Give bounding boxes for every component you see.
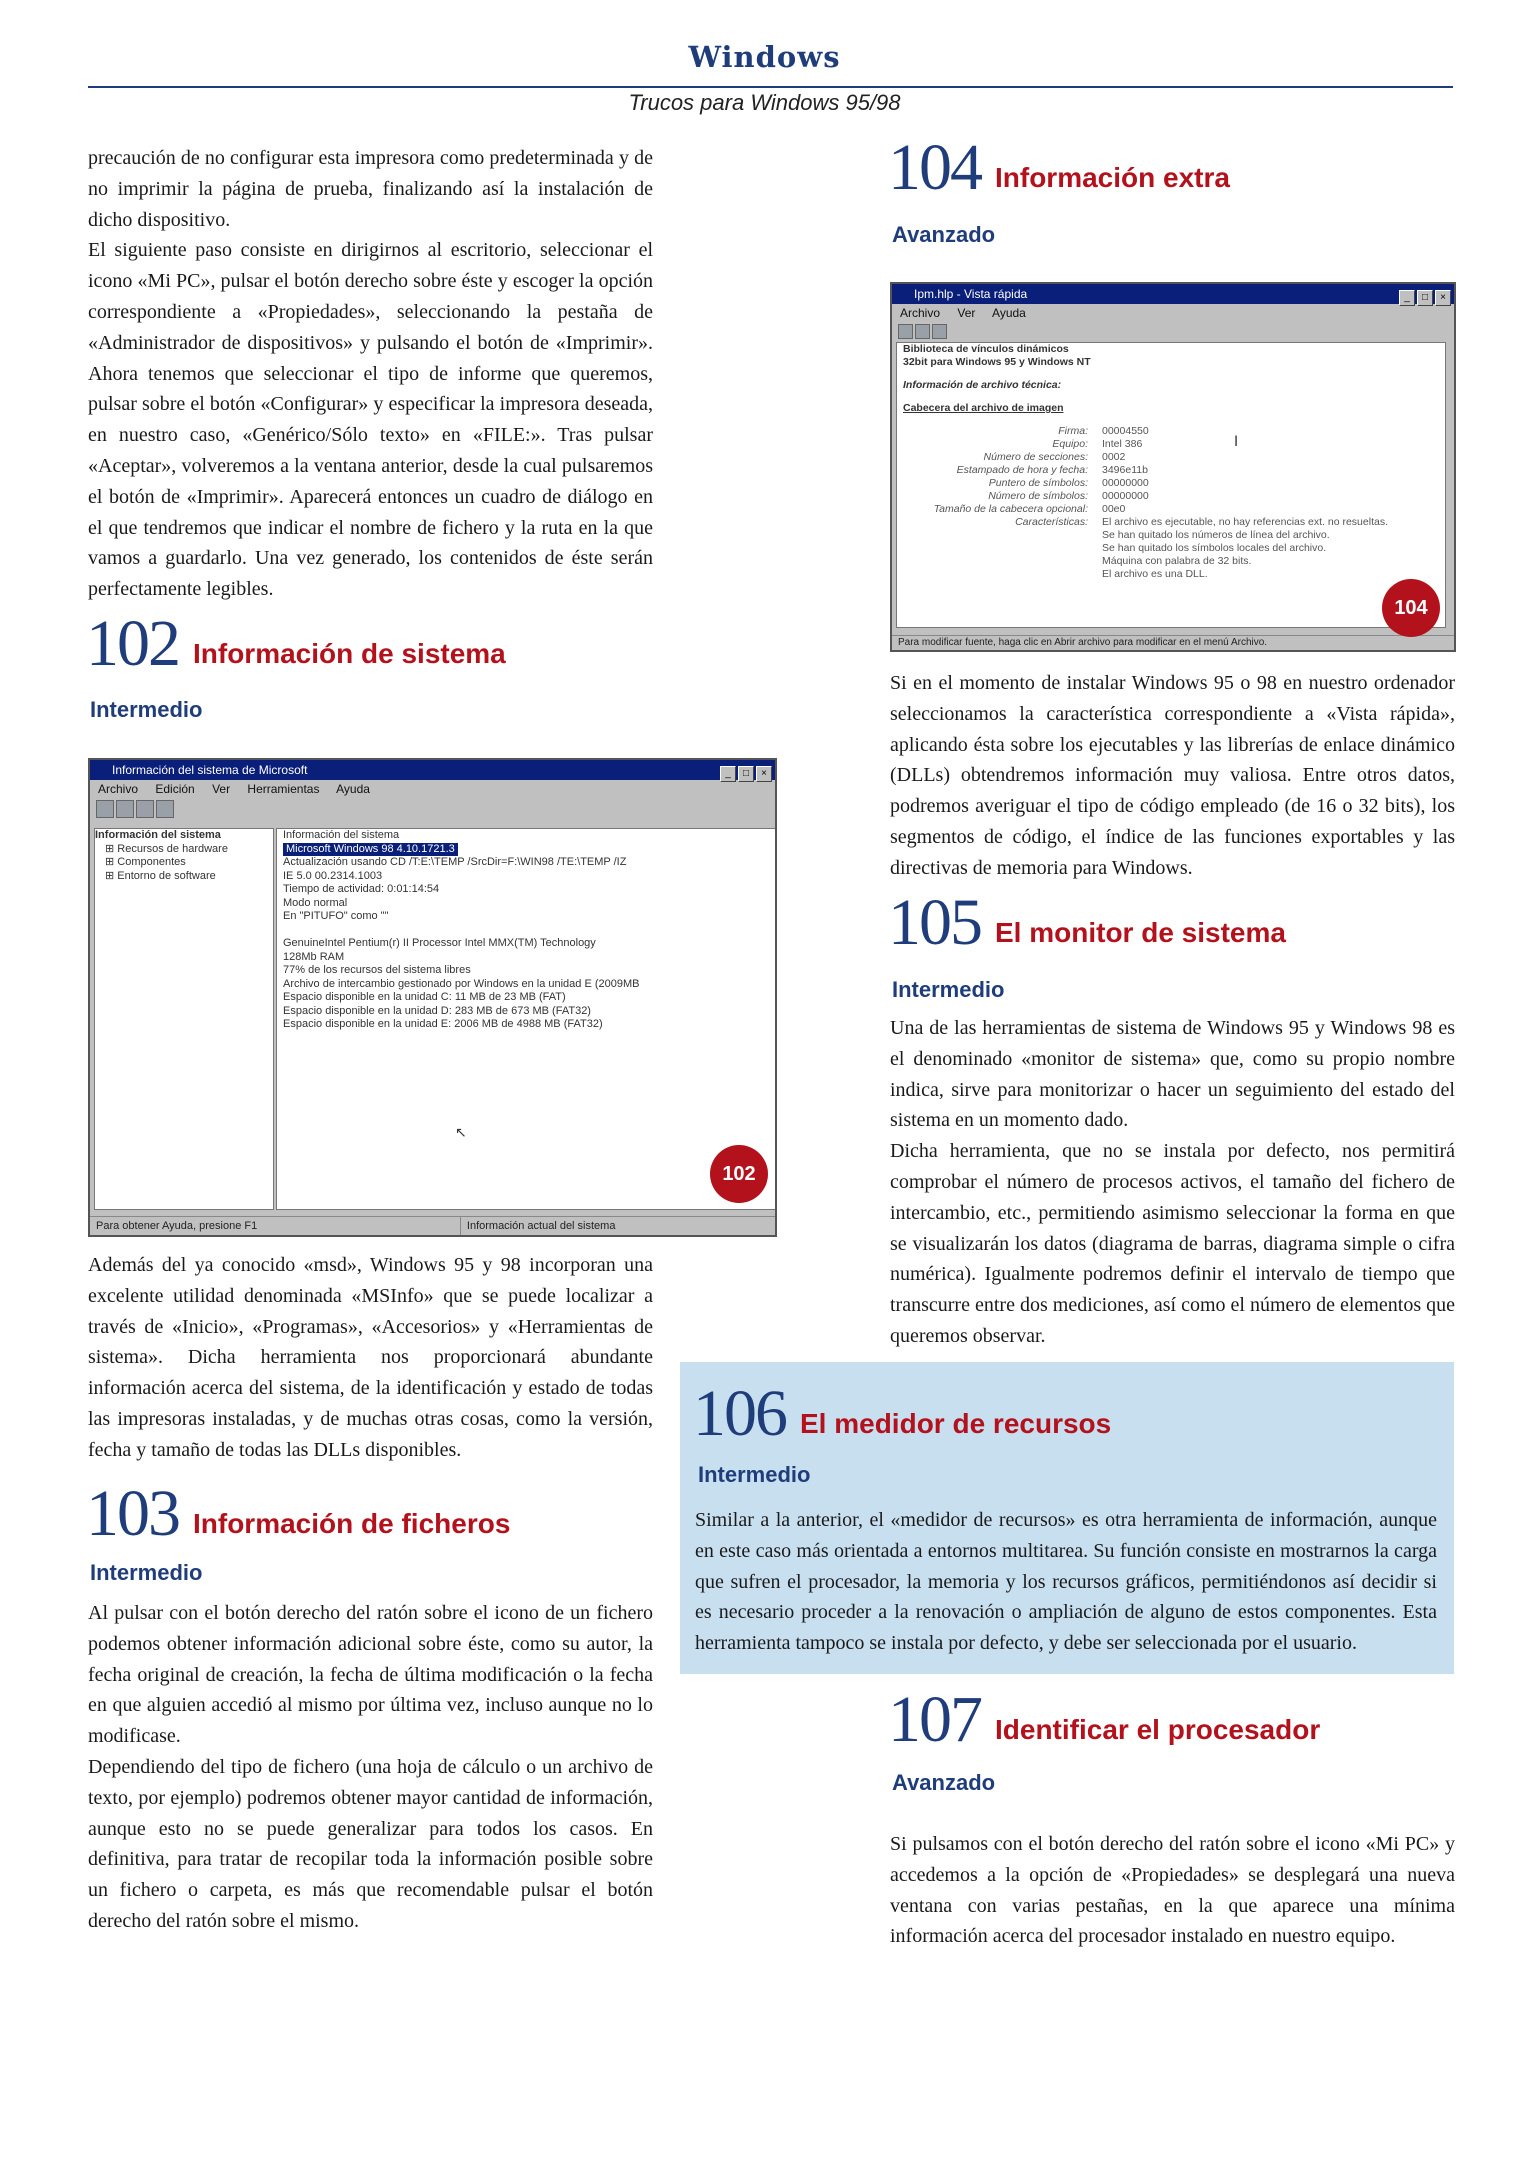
detail-line: 128Mb RAM xyxy=(283,950,345,963)
menu-item: Herramientas xyxy=(247,782,320,796)
tree-root: Información del sistema xyxy=(95,829,221,841)
section-number: 104 xyxy=(888,131,981,204)
heading: Información de archivo técnica: xyxy=(903,379,1062,391)
info-extra: El archivo es una DLL. xyxy=(1102,568,1208,580)
section-number: 103 xyxy=(86,1477,179,1550)
section-number: 107 xyxy=(888,1683,981,1756)
minimize-icon: _ xyxy=(1399,290,1415,306)
detail-line: 77% de los recursos del sistema libres xyxy=(283,964,471,976)
heading: 32bit para Windows 95 y Windows NT xyxy=(903,356,1091,368)
close-icon: × xyxy=(756,766,772,782)
maximize-icon: □ xyxy=(738,766,754,782)
section-number: 102 xyxy=(86,607,179,680)
heading: Biblioteca de vínculos dinámicos xyxy=(903,343,1069,355)
section-title: Identificar el procesador xyxy=(995,1714,1321,1745)
screenshot-quickview xyxy=(890,282,1456,652)
detail-line: Tiempo de actividad: 0:01:14:54 xyxy=(283,883,440,895)
help-icon xyxy=(156,800,174,818)
section-title: Información extra xyxy=(995,162,1230,193)
section-level: Avanzado xyxy=(892,1770,996,1795)
section-103-text xyxy=(88,1598,653,1937)
open-icon xyxy=(932,324,947,339)
close-icon: × xyxy=(1435,290,1451,306)
mouse-cursor-icon: I xyxy=(1234,434,1239,450)
heading: Cabecera del archivo de imagen xyxy=(903,402,1064,414)
section-105-header xyxy=(888,887,1286,967)
section-level: Avanzado xyxy=(892,222,996,247)
menu-item: Edición xyxy=(155,782,195,796)
section-title: Información de sistema xyxy=(193,638,506,669)
details-pane xyxy=(896,342,1446,628)
paragraph: Al pulsar con el botón derecho del ratón sobre el icono de un fichero podemos obtener información adicional sobre éste, como su autor, la fecha original de creación, la fecha de última modificación o la fecha en que alguien accedió al mismo por última vez, incluso aunque no lo modificase. xyxy=(88,1602,653,1748)
info-extra: Se han quitado los símbolos locales del archivo. xyxy=(1102,542,1327,554)
toolbar xyxy=(90,798,775,820)
refresh-icon xyxy=(136,800,154,818)
menu-item: Archivo xyxy=(98,782,139,796)
menu-item: Archivo xyxy=(900,306,941,320)
menu-item: Ayuda xyxy=(336,782,370,796)
tree-item: ⊞ Entorno de software xyxy=(105,869,216,882)
info-row: Número de secciones: 0002 xyxy=(983,451,1126,463)
details-pane xyxy=(276,828,777,1210)
status-bar xyxy=(892,635,1454,650)
tree-pane xyxy=(94,828,274,1210)
detail-line: GenuineIntel Pentium(r) II Processor Intel MMX(TM) Technology xyxy=(283,937,596,949)
paragraph: Si en el momento de instalar Windows 95 o 98 en nuestro ordenador seleccionamos la característica correspondiente a «Vista rápida», aplicando ésta sobre los ejecutables y las librerías de enlace dinámico (DLLs) obtendremos información muy valiosa. Entre otros datos, podremos averiguar el tipo de código empleado (de 16 o 32 bits), los segmentos de código, el índice de las funciones exportables y las directivas de memoria para Windows. xyxy=(890,672,1455,879)
detail-line: Espacio disponible en la unidad D: 283 MB de 673 MB (FAT32) xyxy=(283,1004,591,1017)
menu-bar xyxy=(90,780,775,798)
info-extra: Se han quitado los números de línea del archivo. xyxy=(1102,529,1330,541)
window-title: Información del sistema de Microsoft xyxy=(112,763,308,777)
section-number: 106 xyxy=(693,1377,786,1450)
section-104-header xyxy=(888,132,1230,212)
section-104-text xyxy=(890,668,1455,884)
section-107-header xyxy=(888,1684,1320,1764)
status-left: Para obtener Ayuda, presione F1 xyxy=(96,1220,258,1232)
info-extra: Máquina con palabra de 32 bits. xyxy=(1102,555,1252,567)
info-row: Puntero de símbolos: 00000000 xyxy=(988,477,1149,489)
section-102-text xyxy=(88,1250,653,1466)
intro-paragraph: El siguiente paso consiste en dirigirnos al escritorio, seleccionar el icono «Mi PC», pulsar el botón derecho sobre éste y escoger la opción correspondiente a «Propiedades», seleccionando la pestaña de «Administrador de dispositivos» y pulsando el botón de «Imprimir». Ahora tenemos que seleccionar el tipo de informe que queremos, pulsar sobre el botón «Configurar» y especificar la impresora deseada, en nuestro caso, «Genérico/Sólo texto» en «FILE:». Tras pulsar «Aceptar», volveremos a la ventana anterior, desde la cual pulsaremos el botón de «Imprimir». Aparecerá entonces un cuadro de diálogo en el que tendremos que indicar el nombre de fichero y la ruta en la que vamos a guardarlo. Una vez generado, los contenidos de éste serán perfectamente legibles. xyxy=(88,239,653,601)
info-row: Estampado de hora y fecha: 3496e11b xyxy=(956,464,1148,476)
header-rule xyxy=(88,86,1453,88)
menu-item: Ver xyxy=(957,306,976,320)
detail-line: Espacio disponible en la unidad E: 2006 MB de 4988 MB (FAT32) xyxy=(283,1018,603,1030)
info-row: Firma: 00004550 xyxy=(1058,425,1149,437)
paragraph: Si pulsamos con el botón derecho del ratón sobre el icono «Mi PC» y accedemos a la opción de «Propiedades» se desplegará una nueva ventana con varias pestañas, en la que aparece una mínima información acerca del procesador instalado en nuestro equipo. xyxy=(890,1833,1455,1948)
detail-line: Actualización usando CD /T:E:\TEMP /SrcDir=F:\WIN98 /TE:\TEMP /IZ xyxy=(283,856,627,868)
section-level: Intermedio xyxy=(892,977,1005,1002)
info-row: Características: El archivo es ejecutable, no hay referencias ext. no resueltas. xyxy=(1015,516,1388,528)
paragraph: Además del ya conocido «msd», Windows 95 y 98 incorporan una excelente utilidad denominada «MSInfo» que se puede localizar a través de «Inicio», «Programas», «Accesorios» y «Herramientas de sistema». Dicha herramienta nos proporcionará abundante información acerca del sistema, de la identificación y estado de todas las impresoras instaladas, y de muchas otras cosas, como la versión, fecha y tamaño de todas las DLLs disponibles. xyxy=(88,1254,653,1461)
selected-version: Microsoft Windows 98 4.10.1721.3 xyxy=(283,843,458,857)
intro-paragraph: precaución de no configurar esta impresora como predeterminada y de no imprimir la página de prueba, finalizando así la instalación de dicho dispositivo. xyxy=(88,147,653,231)
detail-line: Archivo de intercambio gestionado por Windows en la unidad E (2009MB xyxy=(283,977,640,990)
section-107-text xyxy=(890,1829,1455,1952)
status-bar xyxy=(90,1216,775,1235)
section-103-header xyxy=(86,1478,510,1558)
detail-line: IE 5.0 00.2314.1003 xyxy=(283,869,383,882)
window-controls xyxy=(1397,286,1451,306)
font-size-icon xyxy=(898,324,913,339)
section-level: Intermedio xyxy=(698,1462,811,1487)
menu-item: Ayuda xyxy=(992,306,1026,320)
status-right: Información actual del sistema xyxy=(460,1217,616,1235)
section-title: El medidor de recursos xyxy=(800,1408,1112,1439)
tree-item: ⊞ Componentes xyxy=(105,856,186,868)
section-106-text xyxy=(695,1505,1437,1659)
paragraph: Similar a la anterior, el «medidor de recursos» es otra herramienta de información, aunque en este caso más orientada a entornos multitarea. Su función consiste en mostrarnos la carga que sufren el procesador, la memoria y los recursos gráficos, permitiéndonos así decidir si es necesario proceder a la renovación o ampliación de alguno de estos componentes. Esta herramienta tampoco se instala por defecto, y debe ser seleccionada por el usuario. xyxy=(695,1509,1437,1655)
toolbar xyxy=(892,322,1454,340)
status-text: Para modificar fuente, haga clic en Abrir archivo para modificar en el menú Archivo. xyxy=(898,637,1268,648)
intro-text xyxy=(88,143,653,605)
window-titlebar xyxy=(892,284,1454,304)
menu-bar xyxy=(892,304,1454,322)
section-level: Intermedio xyxy=(90,1560,203,1585)
section-title: Información de ficheros xyxy=(193,1508,511,1539)
minimize-icon: _ xyxy=(720,766,736,782)
detail-line: En "PITUFO" como "" xyxy=(283,910,389,922)
info-row: Número de símbolos: 00000000 xyxy=(988,490,1149,502)
section-level: Intermedio xyxy=(90,697,203,722)
figure-badge: 104 xyxy=(1382,579,1440,637)
screenshot-msinfo xyxy=(88,758,777,1237)
detail-line: Espacio disponible en la unidad C: 11 MB de 23 MB (FAT) xyxy=(283,991,566,1003)
section-106-header xyxy=(693,1378,1111,1458)
menu-item: Ver xyxy=(212,782,231,796)
maximize-icon: □ xyxy=(1417,290,1433,306)
section-title: El monitor de sistema xyxy=(995,917,1286,948)
running-header-title: Windows xyxy=(688,40,841,74)
paragraph: Dependiendo del tipo de fichero (una hoja de cálculo o un archivo de texto, por ejemplo) podremos obtener mayor cantidad de información, aunque esto no se puede generalizar para todos los casos. En definitiva, para tratar de recopilar toda la información posible sobre un fichero o carpeta, es más que recomendable pulsar el botón derecho del ratón sobre el mismo. xyxy=(88,1755,653,1932)
details-header: Información del sistema xyxy=(283,829,400,841)
mouse-cursor-icon: ↖ xyxy=(455,1125,467,1141)
save-icon xyxy=(96,800,114,818)
print-icon xyxy=(116,800,134,818)
tree-item: ⊞ Recursos de hardware xyxy=(105,842,228,855)
detail-spacer xyxy=(283,924,776,938)
section-105-text xyxy=(890,1013,1455,1352)
window-controls xyxy=(718,762,772,782)
info-row: Equipo: Intel 386 xyxy=(1052,438,1143,450)
font-icon xyxy=(915,324,930,339)
detail-line: Modo normal xyxy=(283,896,348,909)
window-titlebar xyxy=(90,760,775,780)
info-row: Tamaño de la cabecera opcional: 00e0 xyxy=(933,503,1126,515)
section-102-header xyxy=(86,608,506,688)
section-number: 105 xyxy=(888,886,981,959)
window-title: Ipm.hlp - Vista rápida xyxy=(914,287,1028,301)
figure-badge: 102 xyxy=(710,1145,768,1203)
paragraph: Una de las herramientas de sistema de Windows 95 y Windows 98 es el denominado «monitor de sistema» que, como su propio nombre indica, sirve para monitorizar o hacer un seguimiento del estado del sistema en un momento dado. xyxy=(890,1017,1455,1132)
running-header-subtitle: Trucos para Windows 95/98 xyxy=(628,90,901,115)
paragraph: Dicha herramienta, que no se instala por defecto, nos permitirá comprobar el número de procesos activos, el tamaño del fichero de intercambio, etc., permitiendo asimismo seleccionar la forma en que se visualizarán los datos (diagrama de barras, diagrama simple o cifra numérica). Igualmente podremos definir el intervalo de tiempo que transcurre entre dos mediciones, así como el número de elementos que queremos observar. xyxy=(890,1140,1455,1347)
